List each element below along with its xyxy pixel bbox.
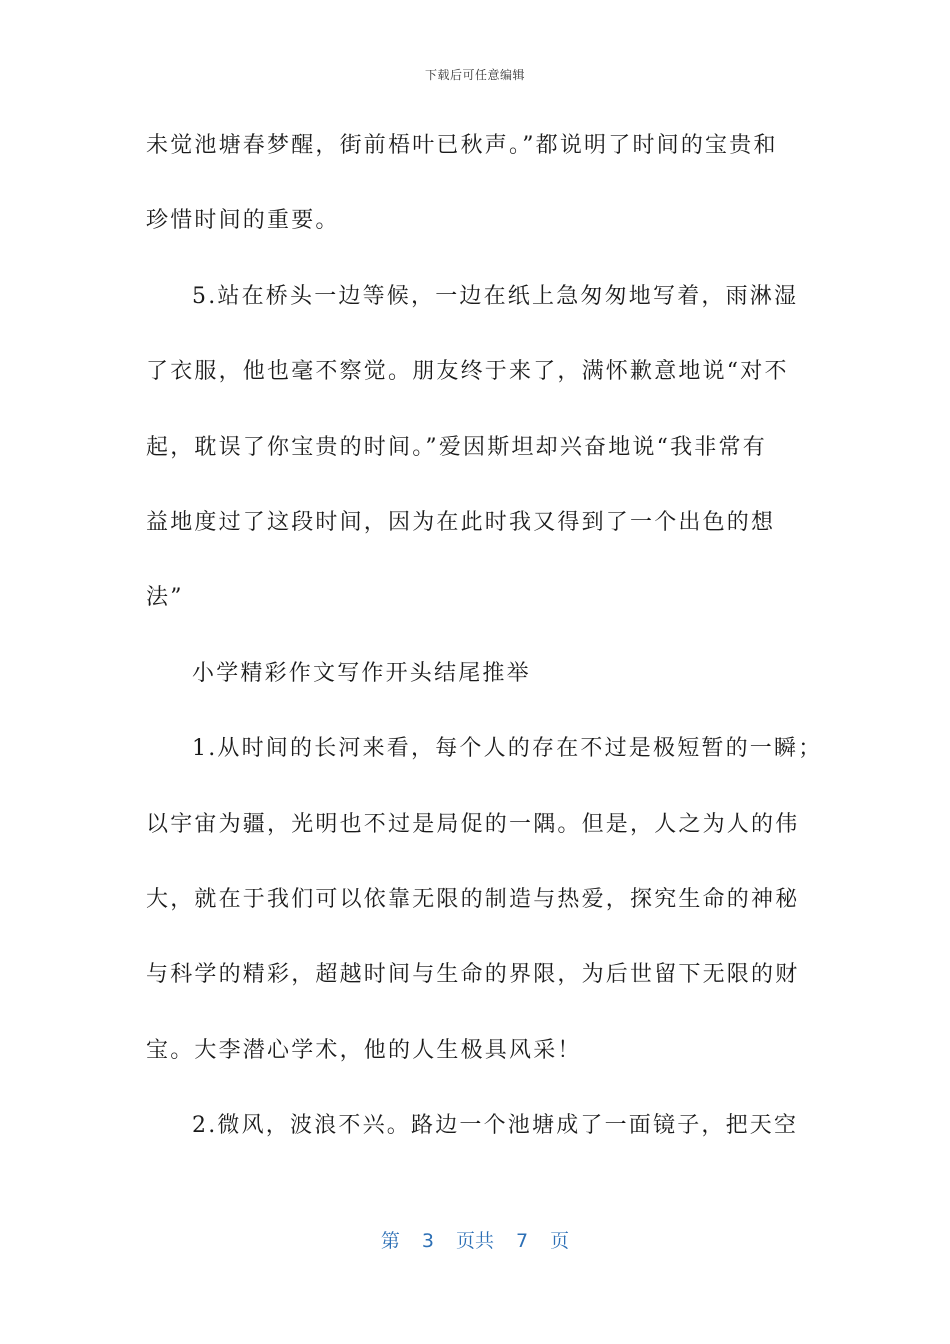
text-line: 益地度过了这段时间，因为在此时我又得到了一个出色的想 [146, 509, 776, 535]
current-page-number: 3 [421, 1230, 434, 1252]
text-line: 了衣服，他也毫不察觉。朋友终于来了，满怀歉意地说“对不 [146, 359, 789, 385]
page-footer [0, 1226, 950, 1253]
total-pages-number: 7 [516, 1230, 529, 1252]
text-line: 未觉池塘春梦醒，街前梧叶已秋声。”都说明了时间的宝贵和 [146, 133, 778, 158]
paragraph-start-line: 5.站在桥头一边等候，一边在纸上急匆匆地写着，雨淋湿 [192, 283, 799, 309]
paragraph-start-line: 1.从时间的长河来看，每个人的存在不过是极短暂的一瞬； [192, 736, 823, 762]
text-line: 宝。大李潜心学术，他的人生极具风采！ [146, 1037, 582, 1063]
section-heading: 小学精彩作文写作开头结尾推举 [192, 660, 531, 686]
text-line: 起，耽误了你宝贵的时间。”爱因斯坦却兴奋地说“我非常有 [146, 434, 767, 460]
text-line: 大，就在于我们可以依靠无限的制造与热爱，探究生命的神秘 [146, 886, 800, 912]
page-prefix: 第 [380, 1230, 400, 1252]
page-middle: 页共 [455, 1230, 494, 1252]
header-note: 下载后可任意编辑 [424, 68, 525, 82]
text-line: 珍惜时间的重要。 [146, 208, 340, 234]
document-body [146, 118, 823, 1173]
text-line: 法” [146, 585, 184, 611]
text-line: 与科学的精彩，超越时间与生命的界限，为后世留下无限的财 [146, 962, 800, 988]
text-line: 以宇宙为疆，光明也不过是局促的一隅。但是，人之为人的伟 [146, 811, 800, 837]
page-suffix: 页 [550, 1230, 570, 1252]
paragraph-start-line: 2.微风，波浪不兴。路边一个池塘成了一面镜子，把天空 [192, 1113, 799, 1139]
